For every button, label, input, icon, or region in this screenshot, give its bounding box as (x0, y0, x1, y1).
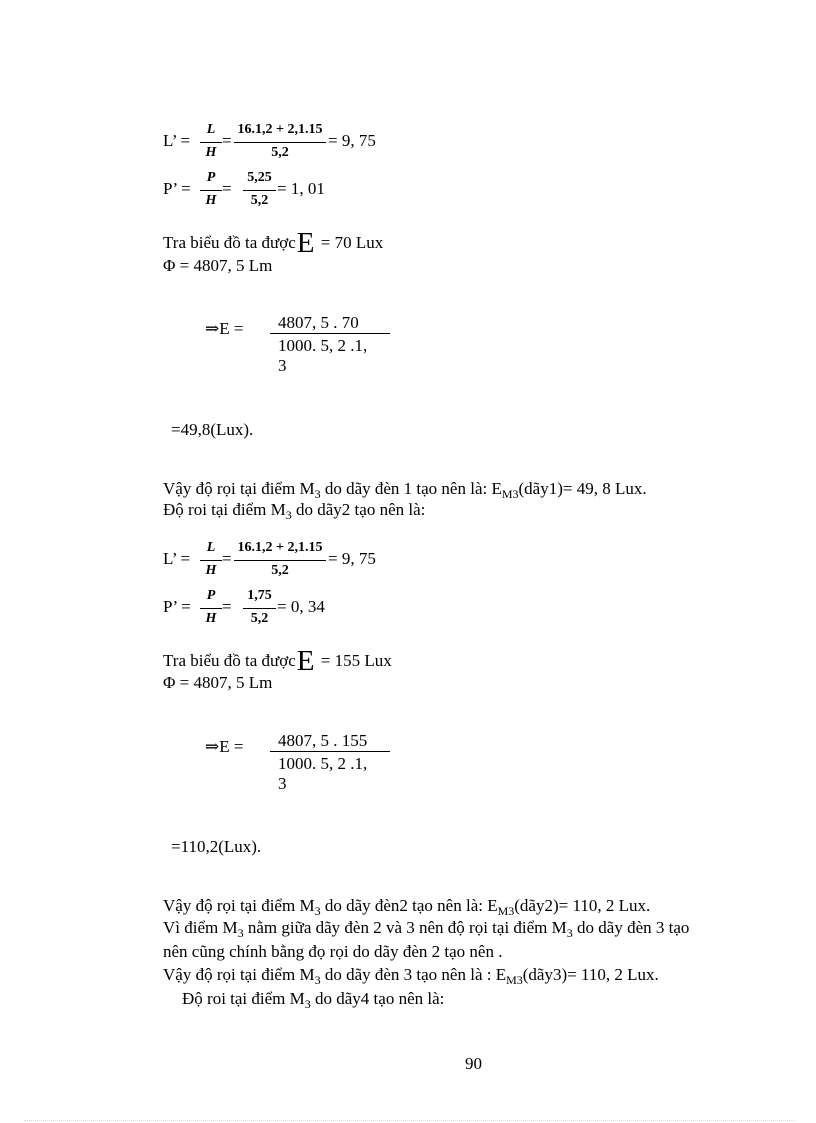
page-number: 90 (465, 1054, 482, 1073)
p-result: = 1, 01 (277, 179, 325, 198)
p-fraction-value: 1,75 5,2 (243, 587, 276, 631)
l-equals: = (222, 131, 232, 150)
chart-lookup-line: Tra biểu đồ ta đượcE = 70 Lux (163, 227, 384, 259)
flux-line: Φ = 4807, 5 Lm (163, 673, 273, 692)
page-bottom-divider (24, 1120, 794, 1121)
paragraph-line: Độ roi tại điểm $M_3$ do dãy4 tạo nên là: (182, 989, 445, 1011)
p-fraction-ph: P H (200, 587, 222, 631)
l-result: = 9, 75 (328, 549, 376, 568)
p-fraction-value: 5,25 5,2 (243, 169, 276, 213)
l-fraction-value: 16.1,2 + 2,1.15 5,2 (234, 539, 326, 583)
l-prefix: L’ = (163, 549, 191, 568)
flux-line: Φ = 4807, 5 Lm (163, 256, 273, 275)
l-equals: = (222, 549, 232, 568)
l-prefix: L’ = (163, 131, 191, 150)
paragraph-line: Vì điểm $M_3$ nằm giữa dãy đèn 2 và 3 nên độ rọi tại điểm $M_3$ do dãy đèn 3 tạo (163, 918, 690, 940)
e-fraction: 4807, 5 . 70 1000. 5, 2 .1, 3 (270, 313, 400, 373)
paragraph-line: Độ roi tại điểm $M_3$ do dãy2 tạo nên là: (163, 500, 426, 522)
l-fraction-lh: L H (200, 539, 222, 583)
p-prefix: P’ = (163, 179, 191, 198)
paragraph-line: Vậy độ rọi tại điểm $M_3$ do dãy đèn 1 tạo nên là: $E_{M3}(dãy1)= 49$, 8 Lux. (163, 479, 647, 501)
l-result: = 9, 75 (328, 131, 376, 150)
p-prefix: P’ = (163, 597, 191, 616)
e-lhs: ⇒E = (205, 319, 244, 338)
p-equals: = (222, 179, 232, 198)
p-equals: = (222, 597, 232, 616)
paragraph-line: Vậy độ rọi tại điểm $M_3$ do dãy đèn 3 tạo nên là : $E_{M3}(dãy3)= 110$, 2 Lux. (163, 965, 659, 987)
chart-lookup-line: Tra biểu đồ ta đượcE = 155 Lux (163, 645, 392, 677)
l-fraction-lh: L H (200, 121, 222, 165)
paragraph-line: Vậy độ rọi tại điểm $M_3$ do dãy đèn2 tạo nên là: $E_{M3}(dãy2)= 110$, 2 Lux. (163, 896, 651, 918)
paragraph-line: nên cũng chính bằng đọ rọi do dãy đèn 2 tạo nên . (163, 942, 503, 961)
result-line: =110,2(Lux). (171, 837, 262, 856)
result-line: =49,8(Lux). (171, 420, 254, 439)
p-fraction-ph: P H (200, 169, 222, 213)
e-lhs: ⇒E = (205, 737, 244, 756)
p-result: = 0, 34 (277, 597, 325, 616)
l-fraction-value: 16.1,2 + 2,1.15 5,2 (234, 121, 326, 165)
e-fraction: 4807, 5 . 155 1000. 5, 2 .1, 3 (270, 731, 400, 791)
